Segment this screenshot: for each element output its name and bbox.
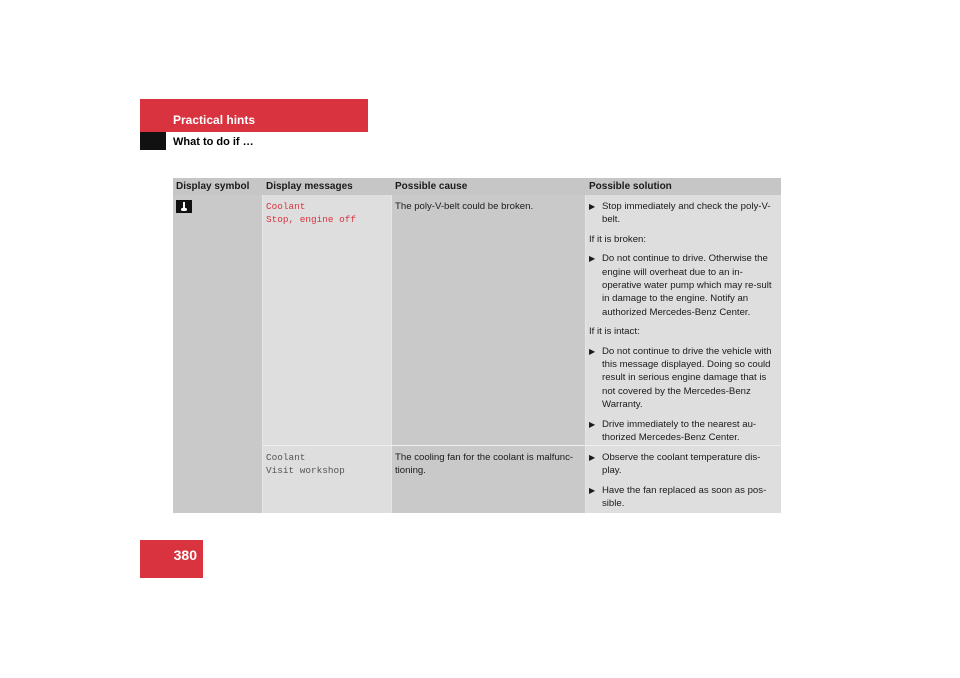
arrow-bullet-icon: ▶ (589, 485, 596, 495)
col-header-cause: Possible cause (392, 178, 586, 195)
solution-step: ▶ Do not continue to drive the vehicle with this message displayed. Doing so could result in serious engine damage that is not covered by the Mercedes-Benz Warranty. (589, 345, 772, 411)
page-number-box (140, 540, 203, 578)
message-line: Coolant (266, 452, 306, 463)
message-cell (263, 195, 392, 445)
col-header-solution: Possible solution (586, 178, 781, 195)
solution-step: ▶ Stop immediately and check the poly-V-belt. (589, 201, 771, 226)
message-line: Stop, engine off (266, 214, 357, 225)
message-line: Visit workshop (266, 465, 345, 476)
subsection-title: What to do if … (173, 136, 254, 148)
arrow-bullet-icon: ▶ (589, 346, 596, 356)
cause-cell: The cooling fan for the coolant is malfunc-tioning. (392, 445, 586, 513)
solution-condition: If it is intact: (589, 326, 640, 338)
arrow-bullet-icon: ▶ (589, 254, 596, 264)
cause-cell: The poly-V-belt could be broken. (392, 195, 586, 445)
message-table (173, 178, 781, 513)
arrow-bullet-icon: ▶ (589, 453, 596, 462)
arrow-bullet-icon: ▶ (589, 419, 596, 429)
solution-step: ▶ Do not continue to drive. Otherwise the engine will overheat due to an in-operative water pump which may re-sult in damage to the engine. Notify an authorized Mercedes-Benz Center. (589, 253, 772, 318)
symbol-cell (173, 195, 263, 513)
coolant-temperature-icon (176, 200, 192, 213)
solution-step: ▶ Drive immediately to the nearest au-thorized Mercedes-Benz Center. (589, 418, 757, 444)
arrow-bullet-icon: ▶ (589, 202, 596, 211)
solution-step: ▶ Observe the coolant temperature dis-play. (589, 452, 761, 477)
col-header-symbol: Display symbol (173, 178, 263, 195)
solution-step: ▶ Have the fan replaced as soon as pos-sible. (589, 484, 767, 510)
message-cell (263, 445, 392, 513)
subsection-marker (140, 132, 166, 150)
section-title: Practical hints (173, 113, 256, 127)
page-number: 380 (173, 547, 197, 563)
solution-cell (586, 195, 781, 445)
solution-cell (586, 445, 781, 513)
message-line: Coolant (266, 201, 306, 212)
solution-condition: If it is broken: (589, 233, 647, 245)
col-header-messages: Display messages (263, 178, 392, 195)
